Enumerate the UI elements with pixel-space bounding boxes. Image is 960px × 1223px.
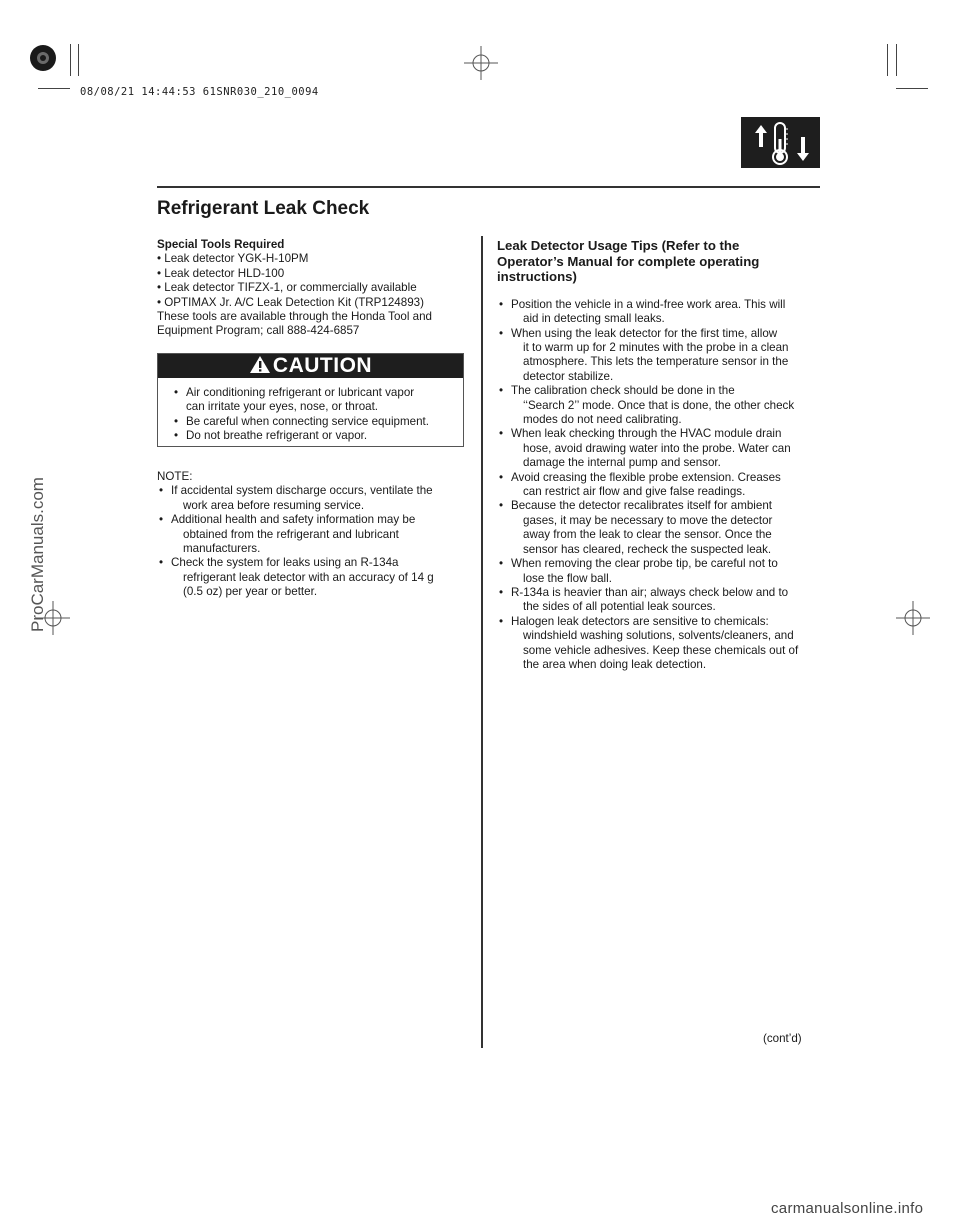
tip-line: ‘‘Search 2’’ mode. Once that is done, the other check [523, 398, 795, 412]
tip-line: • Avoid creasing the flexible probe extension. Creases [511, 470, 781, 484]
tip-item [497, 615, 817, 673]
note-line: • If accidental system discharge occurs, ventilate the [171, 484, 433, 498]
tips-heading [497, 238, 817, 285]
crop-mark [38, 88, 70, 89]
tip-line: • Because the detector recalibrates itself for ambient [511, 499, 772, 513]
special-tool-item: • Leak detector HLD-100 [157, 266, 285, 280]
crop-mark [887, 44, 888, 76]
tip-item [497, 499, 817, 557]
special-tools-heading: Special Tools Required [157, 238, 285, 251]
note-label: NOTE: [157, 470, 193, 483]
tip-line: hose, avoid drawing water into the probe. Water can [523, 441, 791, 455]
tip-line: • Halogen leak detectors are sensitive to chemicals: [511, 614, 769, 628]
print-stamp: 08/08/21 14:44:53 61SNR030_210_0094 [80, 86, 319, 98]
note-line: obtained from the refrigerant and lubricant [183, 527, 399, 541]
tip-line: • When using the leak detector for the first time, allow [511, 326, 778, 340]
tip-item [497, 557, 817, 586]
tip-item [497, 327, 817, 385]
caution-item [172, 429, 463, 443]
watermark-bottom[interactable]: carmanualsonline.info [771, 1200, 924, 1217]
header-rule [157, 186, 820, 188]
continued-label: (cont’d) [763, 1032, 802, 1045]
tip-line: detector stabilize. [523, 369, 614, 383]
caution-line: • Do not breathe refrigerant or vapor. [186, 429, 368, 443]
note-line: • Check the system for leaks using an R-134a [171, 556, 399, 570]
tip-line: • The calibration check should be done in the [511, 384, 735, 398]
note-line: manufacturers. [183, 542, 261, 556]
page-title: Refrigerant Leak Check [157, 198, 370, 219]
tip-line: • R-134a is heavier than air; always check below and to [511, 585, 789, 599]
tip-line: sensor has cleared, recheck the suspected leak. [523, 542, 772, 556]
tip-line: the sides of all potential leak sources. [523, 600, 716, 614]
caution-item [172, 415, 463, 429]
crop-mark [896, 44, 897, 76]
registration-mark-icon [896, 601, 930, 635]
special-tools-section [157, 238, 467, 339]
tip-line: can restrict air flow and give false readings. [523, 485, 746, 499]
tip-line: damage the internal pump and sensor. [523, 456, 721, 470]
tip-line: modes do not need calibrating. [523, 413, 682, 427]
caution-item [172, 386, 463, 415]
caution-label: CAUTION [272, 354, 373, 377]
tip-line: it to warm up for 2 minutes with the probe in a clean [523, 341, 789, 354]
note-list [157, 484, 467, 599]
special-tools-note: These tools are available through the Honda Tool and [157, 310, 433, 324]
tips-heading-line: Operator’s Manual for complete operating [497, 253, 760, 269]
caution-line: • Be careful when connecting service equipment. [186, 414, 429, 428]
caution-line: can irritate your eyes, nose, or throat. [186, 400, 379, 414]
column-divider [481, 236, 483, 1048]
note-line: (0.5 oz) per year or better. [183, 585, 318, 599]
tip-item [497, 384, 817, 427]
special-tool-item: • Leak detector TIFZX-1, or commercially available [157, 281, 417, 295]
tip-line: windshield washing solutions, solvents/cleaners, and [523, 629, 794, 643]
registration-mark-icon [464, 46, 498, 80]
note-section [157, 470, 467, 600]
note-item [157, 484, 467, 513]
tip-line: gases, it may be necessary to move the detector [523, 513, 773, 527]
tip-line: aid in detecting small leaks. [523, 312, 665, 326]
crop-mark [896, 88, 928, 89]
thermometer-icon [741, 117, 820, 168]
special-tool-item: • OPTIMAX Jr. A/C Leak Detection Kit (TRP124893) [157, 295, 424, 309]
tips-heading-line: instructions) [497, 269, 577, 285]
tip-line: atmosphere. This lets the temperature sensor in the [523, 355, 789, 369]
special-tool-item: • Leak detector YGK-H-10PM [157, 252, 309, 266]
tip-line: lose the flow ball. [523, 571, 612, 585]
caution-header [158, 354, 463, 378]
crop-mark [70, 44, 71, 76]
note-line: • Additional health and safety information may be [171, 513, 416, 527]
tip-line: • Position the vehicle in a wind-free work area. This will [511, 297, 786, 311]
tips-section [497, 238, 817, 672]
caution-list [172, 386, 463, 444]
caution-line: • Air conditioning refrigerant or lubricant vapor [186, 386, 415, 399]
crop-mark [78, 44, 79, 76]
tip-item [497, 586, 817, 615]
tip-item [497, 471, 817, 500]
special-tools-note: Equipment Program; call 888-424-6857 [157, 324, 360, 338]
registration-mark-icon [29, 44, 57, 72]
note-line: refrigerant leak detector with an accuracy of 14 g [183, 570, 434, 584]
watermark-left[interactable]: ProCarManuals.com [28, 477, 47, 632]
tip-line: • When removing the clear probe tip, be careful not to [511, 557, 778, 571]
tip-line: away from the leak to clear the sensor. Once the [523, 528, 772, 542]
caution-box [157, 353, 464, 447]
tip-item [497, 298, 817, 327]
tips-list [497, 298, 817, 673]
warning-triangle-icon [249, 355, 271, 380]
tip-line: some vehicle adhesives. Keep these chemicals out of [523, 643, 799, 657]
note-item [157, 513, 467, 556]
tip-item [497, 427, 817, 470]
note-item [157, 556, 467, 599]
tips-heading-line: Leak Detector Usage Tips (Refer to the [497, 238, 740, 253]
tip-line: the area when doing leak detection. [523, 657, 707, 671]
tip-line: • When leak checking through the HVAC module drain [511, 427, 782, 441]
note-line: work area before resuming service. [183, 498, 365, 512]
